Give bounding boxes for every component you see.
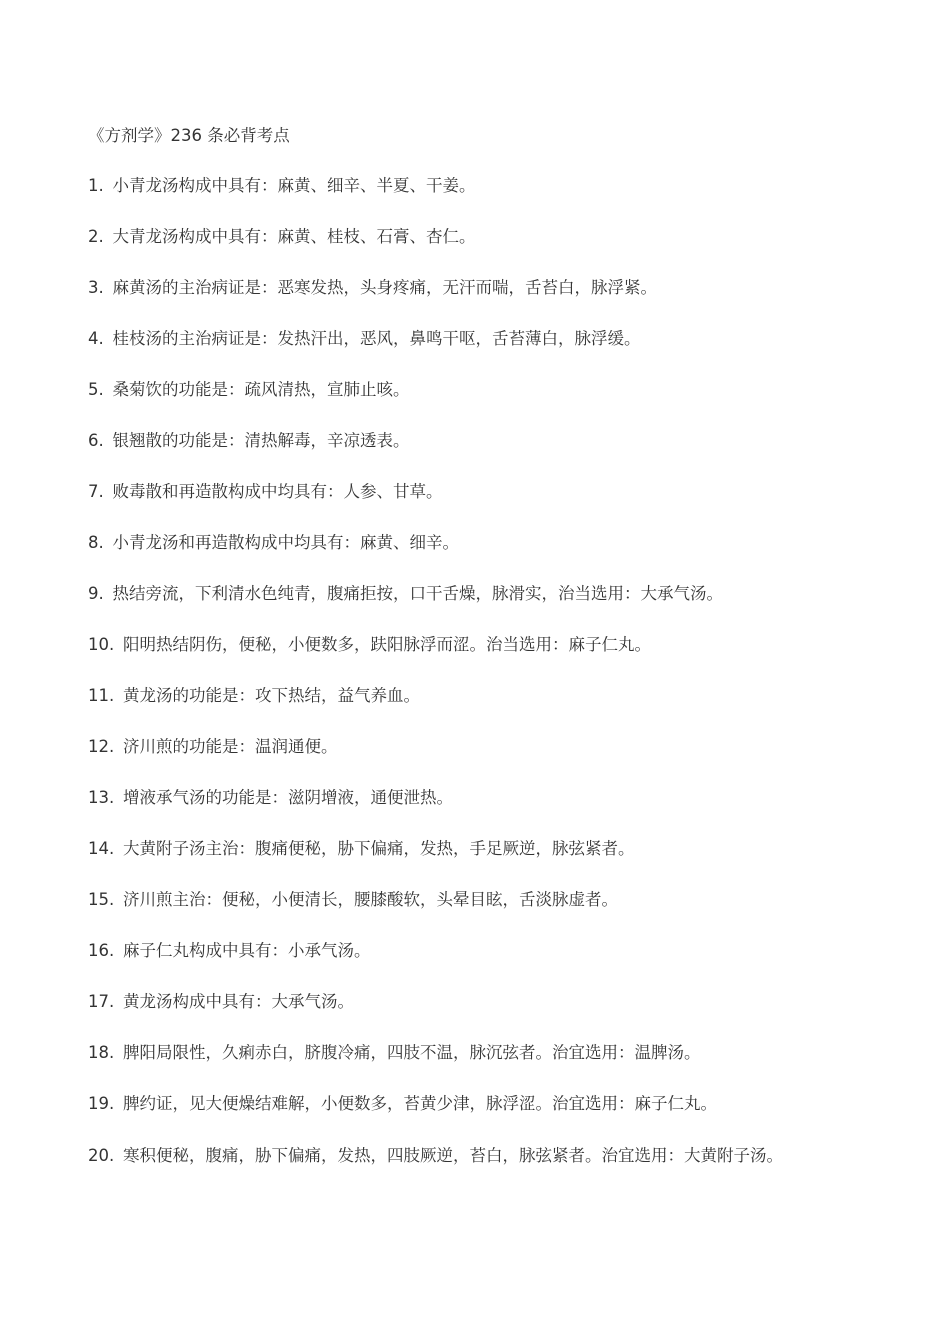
list-item [88,276,868,300]
item-number: 3 [88,278,99,297]
item-number: 14 [88,839,109,858]
item-text: 败毒散和再造散构成中均具有：人参、甘草。 [112,482,443,501]
list-item [88,582,868,606]
list-item [88,888,868,912]
item-text: 增液承气汤的功能是：滋阴增液，通便泄热。 [123,788,453,807]
item-number-dot: . [98,482,104,501]
list-item [88,786,868,810]
item-number: 20 [88,1146,109,1165]
item-text: 桑菊饮的功能是：疏风清热，宣肺止咳。 [112,380,410,399]
item-number-dot: . [98,176,104,195]
item-number: 7 [88,482,99,501]
list-item [88,939,868,963]
item-text: 大青龙汤构成中具有：麻黄、桂枝、石膏、杏仁。 [112,227,476,246]
list-item [88,480,868,504]
item-text: 寒积便秘，腹痛，胁下偏痛，发热，四肢厥逆，苔白，脉弦紧者。治宜选用：大黄附子汤。 [123,1146,783,1165]
list-item [88,1130,868,1181]
item-number: 6 [88,431,99,450]
item-number: 16 [88,941,109,960]
list-item [88,684,868,708]
list-item [88,1041,868,1065]
list-item [88,735,868,759]
item-text: 济川煎的功能是：温润通便。 [123,737,338,756]
item-number-dot: . [109,686,115,705]
item-number: 8 [88,533,99,552]
item-text: 脾约证，见大便燥结难解，小便数多，苔黄少津，脉浮涩。治宜选用：麻子仁丸。 [123,1094,717,1113]
item-text: 麻子仁丸构成中具有：小承气汤。 [123,941,371,960]
item-number-dot: . [98,227,104,246]
item-text: 桂枝汤的主治病证是：发热汗出，恶风，鼻鸣干呕，舌苔薄白，脉浮缓。 [112,329,641,348]
item-number: 9 [88,584,99,603]
list-item [88,531,868,555]
list-item [88,327,868,351]
item-text: 脾阳局限性，久痢赤白，脐腹冷痛，四肢不温，脉沉弦者。治宜选用：温脾汤。 [123,1043,701,1062]
item-text: 阳明热结阴伤，便秘，小便数多，趺阳脉浮而涩。治当选用：麻子仁丸。 [123,635,651,654]
item-number: 2 [88,227,99,246]
item-number: 17 [88,992,109,1011]
item-text: 黄龙汤的功能是：攻下热结，益气养血。 [123,686,420,705]
list-item [88,378,868,402]
item-text: 银翘散的功能是：清热解毒，辛凉透表。 [112,431,410,450]
item-number: 4 [88,329,99,348]
item-number-dot: . [98,533,104,552]
item-number-dot: . [109,635,115,654]
item-number-dot: . [109,839,115,858]
item-number: 1 [88,176,99,195]
item-number-dot: . [98,431,104,450]
item-number-dot: . [109,737,115,756]
item-text: 小青龙汤构成中具有：麻黄、细辛、半夏、干姜。 [112,176,476,195]
list-item [88,1092,868,1116]
item-text: 黄龙汤构成中具有：大承气汤。 [123,992,354,1011]
list-item [88,990,868,1014]
item-text: 济川煎主治：便秘，小便清长，腰膝酸软，头晕目眩，舌淡脉虚者。 [123,890,618,909]
list-item [88,429,868,453]
item-number: 15 [88,890,109,909]
item-number: 19 [88,1094,109,1113]
item-number-dot: . [109,941,115,960]
item-text: 小青龙汤和再造散构成中均具有：麻黄、细辛。 [112,533,459,552]
item-number-dot: . [109,788,115,807]
item-text: 热结旁流，下利清水色纯青，腹痛拒按，口干舌燥，脉滑实，治当选用：大承气汤。 [112,584,723,603]
item-number-dot: . [109,890,115,909]
list-item [88,174,868,198]
item-number-dot: . [98,380,104,399]
item-number-dot: . [109,1043,115,1062]
item-number-dot: . [98,584,104,603]
item-number: 13 [88,788,109,807]
item-number-dot: . [98,329,104,348]
item-number: 5 [88,380,99,399]
item-number: 12 [88,737,109,756]
item-text: 大黄附子汤主治：腹痛便秘，胁下偏痛，发热，手足厥逆，脉弦紧者。 [123,839,635,858]
item-number-dot: . [109,1094,115,1113]
item-number-dot: . [98,278,104,297]
item-number-dot: . [109,992,115,1011]
item-number: 10 [88,635,109,654]
list-item [88,837,868,861]
item-number: 18 [88,1043,109,1062]
item-text: 麻黄汤的主治病证是：恶寒发热，头身疼痛，无汗而喘，舌苔白，脉浮紧。 [112,278,657,297]
item-list [88,174,868,1208]
item-number-dot: . [109,1146,115,1165]
list-item [88,633,868,657]
item-number: 11 [88,686,109,705]
list-item [88,225,868,249]
document-title: 《方剂学》236 条必背考点 [88,126,290,145]
